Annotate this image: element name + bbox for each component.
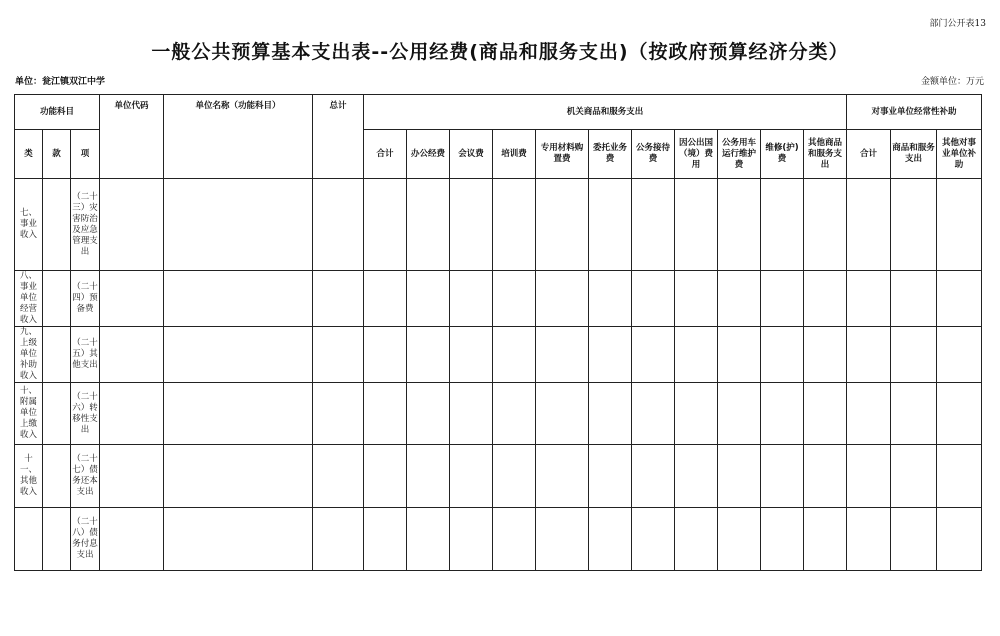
cell-empty bbox=[100, 508, 164, 571]
cell-lei-text: 十、附属单位上缴收入 bbox=[19, 386, 37, 440]
cell-empty bbox=[847, 271, 891, 327]
header-total: 总计 bbox=[313, 95, 364, 179]
cell-lei bbox=[15, 508, 43, 571]
cell-empty bbox=[407, 383, 450, 445]
table-row bbox=[15, 508, 982, 571]
cell-empty bbox=[891, 383, 937, 445]
cell-empty bbox=[589, 179, 632, 271]
cell-empty bbox=[364, 445, 407, 508]
cell-empty bbox=[937, 508, 982, 571]
table-row bbox=[15, 271, 982, 327]
cell-empty bbox=[804, 383, 847, 445]
cell-empty bbox=[313, 271, 364, 327]
cell-empty bbox=[632, 327, 675, 383]
cell-lei bbox=[15, 445, 43, 508]
cell-lei-text: 十一、其他收入 bbox=[19, 454, 37, 497]
cell-empty bbox=[675, 383, 718, 445]
header-lei: 类 bbox=[15, 130, 43, 179]
cell-empty bbox=[164, 445, 313, 508]
cell-empty bbox=[407, 445, 450, 508]
cell-empty bbox=[589, 508, 632, 571]
cell-empty bbox=[804, 327, 847, 383]
header-agency-col: 因公出国（境）费用 bbox=[675, 130, 718, 179]
cell-empty bbox=[937, 327, 982, 383]
cell-empty bbox=[589, 383, 632, 445]
amount-unit-label: 金额单位：万元 bbox=[920, 77, 984, 87]
cell-empty bbox=[407, 508, 450, 571]
cell-empty bbox=[718, 327, 761, 383]
cell-empty bbox=[164, 383, 313, 445]
cell-empty bbox=[589, 327, 632, 383]
header-agency-col: 公务接待费 bbox=[632, 130, 675, 179]
header-agency-col: 委托业务费 bbox=[589, 130, 632, 179]
cell-empty bbox=[718, 508, 761, 571]
cell-empty bbox=[718, 445, 761, 508]
cell-empty bbox=[718, 179, 761, 271]
cell-empty bbox=[313, 327, 364, 383]
cell-empty bbox=[761, 383, 804, 445]
cell-lei bbox=[15, 383, 43, 445]
cell-empty bbox=[632, 445, 675, 508]
header-agency-col: 其他商品和服务支出 bbox=[804, 130, 847, 179]
cell-xiang bbox=[71, 327, 100, 383]
cell-lei-text: 七、事业收入 bbox=[19, 208, 37, 240]
table-row bbox=[15, 445, 982, 508]
cell-empty bbox=[675, 327, 718, 383]
cell-xiang bbox=[71, 179, 100, 271]
cell-empty bbox=[43, 508, 71, 571]
cell-empty bbox=[313, 445, 364, 508]
cell-empty bbox=[536, 508, 589, 571]
cell-empty bbox=[450, 327, 493, 383]
cell-empty bbox=[164, 179, 313, 271]
cell-empty bbox=[632, 271, 675, 327]
cell-empty bbox=[100, 179, 164, 271]
header-kuan: 款 bbox=[43, 130, 71, 179]
cell-empty bbox=[675, 508, 718, 571]
page-title: 一般公共预算基本支出表--公用经费(商品和服务支出)（按政府预算经济分类） bbox=[151, 41, 849, 63]
header-agency-goods-services: 机关商品和服务支出 bbox=[364, 95, 847, 130]
cell-empty bbox=[407, 327, 450, 383]
budget-table bbox=[14, 94, 982, 571]
cell-empty bbox=[100, 445, 164, 508]
cell-empty bbox=[675, 445, 718, 508]
cell-empty bbox=[364, 179, 407, 271]
cell-empty bbox=[450, 383, 493, 445]
header-subsidy-col: 商品和服务支出 bbox=[891, 130, 937, 179]
cell-empty bbox=[364, 383, 407, 445]
header-agency-col: 会议费 bbox=[450, 130, 493, 179]
cell-empty bbox=[450, 445, 493, 508]
cell-empty bbox=[100, 327, 164, 383]
cell-empty bbox=[493, 179, 536, 271]
cell-empty bbox=[43, 327, 71, 383]
cell-empty bbox=[761, 508, 804, 571]
cell-empty bbox=[493, 271, 536, 327]
cell-empty bbox=[847, 327, 891, 383]
cell-xiang-text: （二十五）其他支出 bbox=[72, 338, 98, 370]
cell-empty bbox=[891, 179, 937, 271]
cell-empty bbox=[761, 179, 804, 271]
cell-empty bbox=[536, 327, 589, 383]
cell-xiang-text: （二十八）债务付息支出 bbox=[72, 517, 98, 560]
cell-empty bbox=[164, 327, 313, 383]
header-unit-code: 单位代码 bbox=[100, 95, 164, 179]
cell-empty bbox=[891, 508, 937, 571]
cell-empty bbox=[43, 383, 71, 445]
cell-empty bbox=[847, 383, 891, 445]
cell-xiang bbox=[71, 383, 100, 445]
cell-empty bbox=[364, 271, 407, 327]
cell-empty bbox=[937, 179, 982, 271]
cell-empty bbox=[675, 271, 718, 327]
cell-empty bbox=[313, 383, 364, 445]
cell-xiang bbox=[71, 508, 100, 571]
cell-xiang bbox=[71, 271, 100, 327]
cell-xiang bbox=[71, 445, 100, 508]
cell-empty bbox=[43, 179, 71, 271]
header-agency-col: 维修(护)费 bbox=[761, 130, 804, 179]
table-row bbox=[15, 179, 982, 271]
cell-empty bbox=[804, 508, 847, 571]
cell-lei-text: 九、上级单位补助收入 bbox=[19, 327, 37, 381]
cell-empty bbox=[450, 508, 493, 571]
cell-empty bbox=[407, 271, 450, 327]
cell-empty bbox=[675, 179, 718, 271]
header-function-subject: 功能科目 bbox=[15, 95, 100, 130]
cell-lei bbox=[15, 179, 43, 271]
cell-empty bbox=[313, 179, 364, 271]
cell-empty bbox=[43, 445, 71, 508]
header-agency-col: 合计 bbox=[364, 130, 407, 179]
header-agency-col: 办公经费 bbox=[407, 130, 450, 179]
cell-empty bbox=[761, 327, 804, 383]
cell-empty bbox=[718, 271, 761, 327]
table-row bbox=[15, 383, 982, 445]
cell-empty bbox=[313, 508, 364, 571]
cell-empty bbox=[847, 179, 891, 271]
header-unit-name: 单位名称（功能科目） bbox=[164, 95, 313, 179]
cell-empty bbox=[407, 179, 450, 271]
cell-empty bbox=[164, 271, 313, 327]
cell-empty bbox=[100, 271, 164, 327]
cell-lei-text: 八、事业单位经营收入 bbox=[19, 271, 37, 325]
header-agency-col: 专用材料购置费 bbox=[536, 130, 589, 179]
cell-empty bbox=[100, 383, 164, 445]
cell-empty bbox=[536, 179, 589, 271]
cell-empty bbox=[493, 445, 536, 508]
cell-empty bbox=[804, 271, 847, 327]
cell-empty bbox=[589, 271, 632, 327]
cell-empty bbox=[847, 508, 891, 571]
cell-empty bbox=[891, 271, 937, 327]
cell-empty bbox=[164, 508, 313, 571]
header-agency-col: 培训费 bbox=[493, 130, 536, 179]
cell-empty bbox=[589, 445, 632, 508]
cell-empty bbox=[891, 327, 937, 383]
cell-empty bbox=[450, 179, 493, 271]
cell-xiang-text: （二十七）债务还本支出 bbox=[72, 454, 98, 497]
cell-empty bbox=[937, 271, 982, 327]
header-agency-col: 公务用车运行维护费 bbox=[718, 130, 761, 179]
cell-empty bbox=[847, 445, 891, 508]
cell-empty bbox=[937, 383, 982, 445]
cell-empty bbox=[536, 271, 589, 327]
cell-empty bbox=[718, 383, 761, 445]
cell-empty bbox=[804, 179, 847, 271]
unit-label: 单位：瓮江镇双江中学 bbox=[15, 77, 106, 87]
cell-empty bbox=[536, 383, 589, 445]
cell-empty bbox=[364, 327, 407, 383]
cell-empty bbox=[632, 383, 675, 445]
cell-empty bbox=[536, 445, 589, 508]
header-institution-subsidy: 对事业单位经常性补助 bbox=[847, 95, 982, 130]
cell-empty bbox=[493, 383, 536, 445]
cell-empty bbox=[632, 179, 675, 271]
table-row bbox=[15, 327, 982, 383]
header-subsidy-col: 合计 bbox=[847, 130, 891, 179]
cell-empty bbox=[632, 508, 675, 571]
cell-empty bbox=[450, 271, 493, 327]
cell-empty bbox=[43, 271, 71, 327]
cell-empty bbox=[493, 327, 536, 383]
cell-xiang-text: （二十三）灾害防治及应急管理支出 bbox=[72, 191, 98, 257]
cell-empty bbox=[493, 508, 536, 571]
cell-lei bbox=[15, 327, 43, 383]
cell-empty bbox=[891, 445, 937, 508]
cell-xiang-text: （二十四）预备费 bbox=[72, 282, 98, 314]
cell-empty bbox=[761, 271, 804, 327]
cell-lei bbox=[15, 271, 43, 327]
header-subsidy-col: 其他对事业单位补助 bbox=[937, 130, 982, 179]
header-xiang: 项 bbox=[71, 130, 100, 179]
cell-empty bbox=[937, 445, 982, 508]
cell-xiang-text: （二十六）转移性支出 bbox=[72, 391, 98, 435]
cell-empty bbox=[364, 508, 407, 571]
cell-empty bbox=[761, 445, 804, 508]
cell-empty bbox=[804, 445, 847, 508]
doc-number: 部门公开表13 bbox=[929, 19, 986, 29]
